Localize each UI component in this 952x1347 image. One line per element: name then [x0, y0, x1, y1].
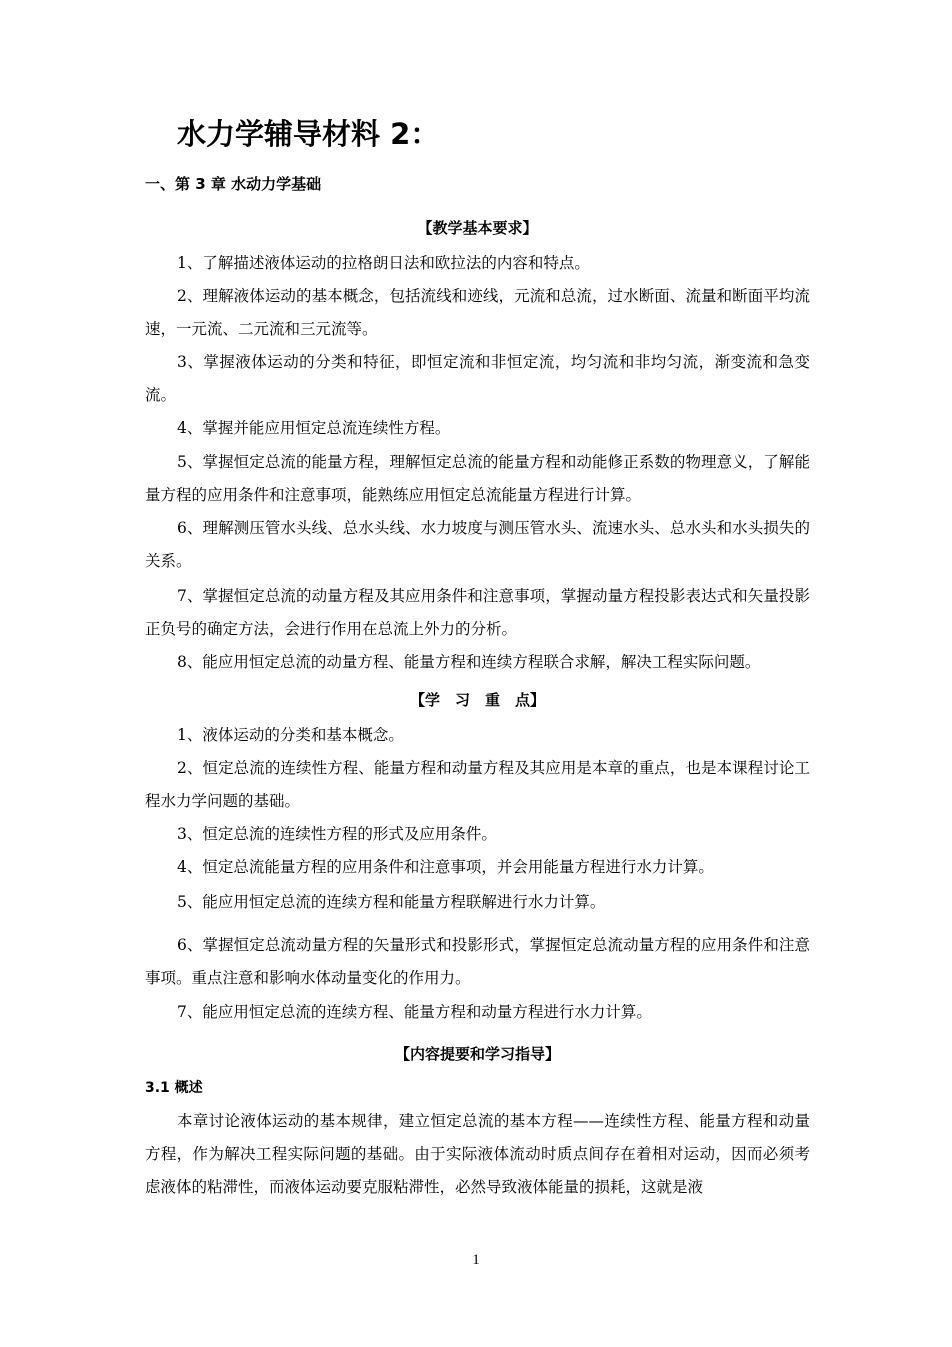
requirement-item: 8、能应用恒定总流的动量方程、能量方程和连续方程联合求解，解决工程实际问题。	[177, 653, 761, 671]
content-paragraph: 本章讨论液体运动的基本规律，建立恒定总流的基本方程——连续性方程、能量方程和动量方程，作为解决工程实际问题的基础。由于实际液体流动时质点间存在着相对运动，因而必须考虑液体的粘滞性，而液体运动要克服粘滞性，必然导致液体能量的损耗，这就是液	[145, 1112, 810, 1196]
keypoint-item: 2、恒定总流的连续性方程、能量方程和动量方程及其应用是本章的重点，也是本课程讨论工程水力学问题的基础。	[145, 759, 810, 810]
requirement-item: 1、了解描述液体运动的拉格朗日法和欧拉法的内容和特点。	[177, 254, 590, 272]
document-title: 水力学辅导材料 2：	[177, 117, 440, 151]
keypoints-heading: 【学 习 重 点】	[409, 691, 545, 709]
requirement-item: 6、理解测压管水头线、总水头线、水力坡度与测压管水头、流速水头、总水头和水头损失的关系。	[145, 519, 810, 570]
section-title: 3.1 概述	[145, 1080, 203, 1096]
requirement-item: 4、掌握并能应用恒定总流连续性方程。	[177, 419, 451, 437]
chapter-heading: 一、第 3 章 水动力学基础	[145, 175, 322, 193]
keypoint-item: 5、能应用恒定总流的连续方程和能量方程联解进行水力计算。	[177, 893, 606, 911]
keypoint-item: 7、能应用恒定总流的连续方程、能量方程和动量方程进行水力计算。	[177, 1003, 652, 1021]
page-number: 1	[472, 1252, 480, 1268]
requirement-item: 3、掌握液体运动的分类和特征，即恒定流和非恒定流，均匀流和非均匀流，渐变流和急变流。	[145, 353, 810, 404]
requirements-heading: 【教学基本要求】	[417, 219, 538, 237]
keypoint-item: 1、液体运动的分类和基本概念。	[177, 726, 404, 744]
requirement-item: 7、掌握恒定总流的动量方程及其应用条件和注意事项，掌握动量方程投影表达式和矢量投影正负号的确定方法，会进行作用在总流上外力的分析。	[145, 587, 810, 638]
requirement-item: 5、掌握恒定总流的能量方程，理解恒定总流的能量方程和动能修正系数的物理意义，了解能量方程的应用条件和注意事项，能熟练应用恒定总流能量方程进行计算。	[145, 453, 810, 504]
keypoint-item: 4、恒定总流能量方程的应用条件和注意事项，并会用能量方程进行水力计算。	[177, 858, 714, 876]
content-heading: 【内容提要和学习指导】	[394, 1045, 560, 1063]
keypoint-item: 6、掌握恒定总流动量方程的矢量形式和投影形式，掌握恒定总流动量方程的应用条件和注意事项。重点注意和影响水体动量变化的作用力。	[145, 936, 810, 987]
keypoint-item: 3、恒定总流的连续性方程的形式及应用条件。	[177, 825, 497, 843]
requirement-item: 2、理解液体运动的基本概念，包括流线和迹线，元流和总流，过水断面、流量和断面平均流速，一元流、二元流和三元流等。	[145, 287, 810, 338]
